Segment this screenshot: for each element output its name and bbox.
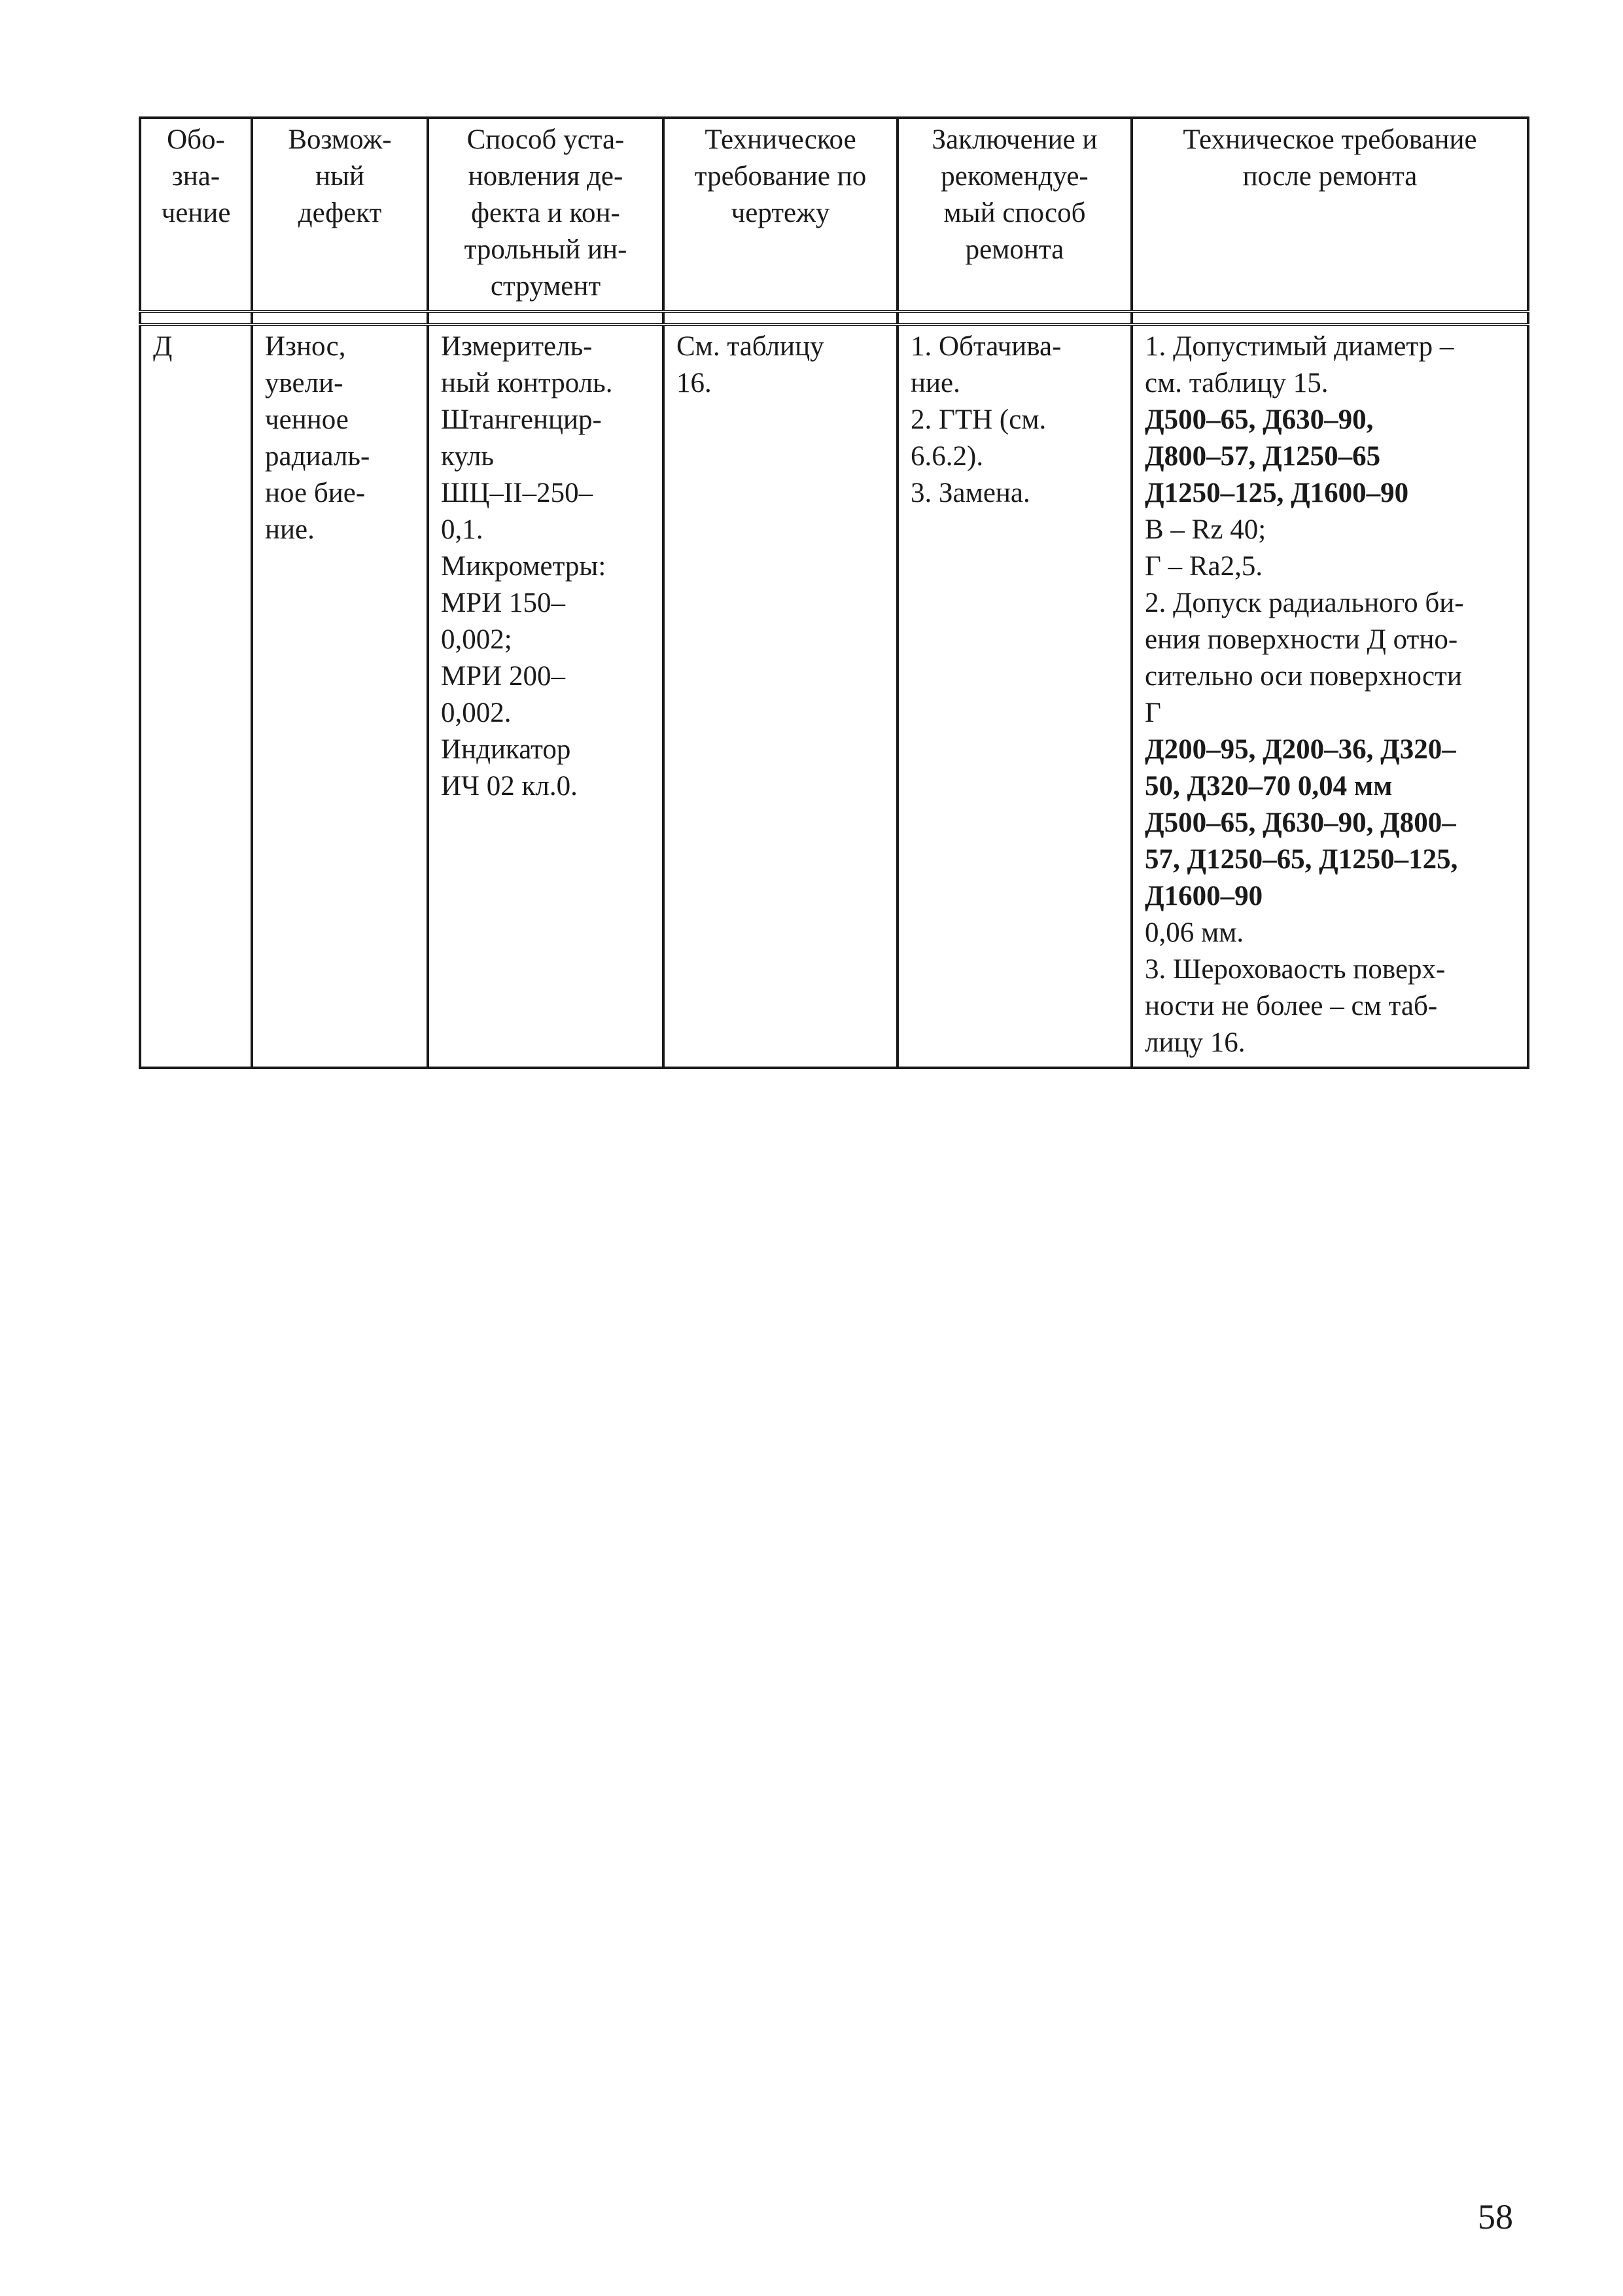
header-drawing-requirement xyxy=(663,118,898,311)
cell-drawing-requirement xyxy=(663,325,898,1068)
cell-line: дефект xyxy=(298,198,382,228)
cell-line: 1. Обтачива- xyxy=(911,331,1062,362)
model-list-line: Д1250–125, Д1600–90 xyxy=(1145,478,1409,508)
cell-line: рекомендуе- xyxy=(941,161,1089,192)
cell-line: МРИ 200– xyxy=(441,661,565,692)
requirement-line: 2. Допуск радиального би- xyxy=(1145,588,1464,618)
header-conclusion xyxy=(898,118,1132,311)
model-list-line: Д500–65, Д630–90, Д800– xyxy=(1145,807,1456,838)
requirement-line: 1. Допустимый диаметр – xyxy=(1145,331,1454,362)
cell-line: Техническое требование xyxy=(1183,124,1477,155)
cell-conclusion xyxy=(898,325,1132,1068)
cell-line: Возмож- xyxy=(288,124,392,155)
cell-line: ный xyxy=(315,161,364,192)
cell-line: увели- xyxy=(265,368,343,398)
requirement-line: ения поверхности Д отно- xyxy=(1145,624,1458,655)
cell-line: См. таблицу xyxy=(676,331,824,362)
cell-line: после ремонта xyxy=(1242,161,1418,192)
cell-line: струмент xyxy=(490,271,601,302)
cell-line: Износ, xyxy=(265,331,346,362)
cell-line: 0,1. xyxy=(441,514,483,545)
requirement-line: ности не более – см таб- xyxy=(1145,991,1438,1021)
cell-line: ремонта xyxy=(965,234,1064,265)
cell-line: ное бие- xyxy=(265,478,366,508)
requirement-line: 0,06 мм. xyxy=(1145,917,1244,948)
page-number: 58 xyxy=(1478,2197,1513,2236)
cell-line: 6.6.2). xyxy=(911,441,984,472)
cell-line: чение xyxy=(161,198,231,228)
cell-defect xyxy=(252,325,428,1068)
requirement-line: В – Rz 40; xyxy=(1145,514,1266,545)
requirement-line: см. таблицу 15. xyxy=(1145,368,1329,398)
header-defect xyxy=(252,118,428,311)
requirement-line: Г – Ra2,5. xyxy=(1145,551,1263,582)
cell-method xyxy=(428,325,663,1068)
cell-line: чертежу xyxy=(731,198,830,228)
cell-line: требование по xyxy=(694,161,867,192)
cell-line: Штангенцир- xyxy=(441,404,602,435)
table-row xyxy=(140,325,1528,1068)
cell-line: 0,002; xyxy=(441,624,512,655)
cell-line: ченное xyxy=(265,404,349,435)
cell-line: МРИ 150– xyxy=(441,588,565,618)
cell-after-repair xyxy=(1132,325,1528,1068)
model-list-line: Д1600–90 xyxy=(1145,881,1263,911)
cell-line: ИЧ 02 кл.0. xyxy=(441,771,578,802)
cell-line: 2. ГТН (см. xyxy=(911,404,1047,435)
cell-line: Измеритель- xyxy=(441,331,593,362)
cell-line: Заключение и xyxy=(932,124,1098,155)
cell-line: радиаль- xyxy=(265,441,370,472)
model-list-line: Д200–95, Д200–36, Д320– xyxy=(1145,734,1456,765)
cell-line: ние. xyxy=(265,514,315,545)
cell-line: новления де- xyxy=(468,161,623,192)
cell-line: 16. xyxy=(676,368,712,398)
cell-line: 3. Замена. xyxy=(911,478,1030,508)
cell-line: Индикатор xyxy=(441,734,571,765)
requirement-line: 3. Шероховаость поверх- xyxy=(1145,954,1446,985)
requirement-line: сительно оси поверхности xyxy=(1145,661,1462,692)
table-header-row xyxy=(140,118,1528,311)
header-after-repair xyxy=(1132,118,1528,311)
header-separator-row xyxy=(140,311,1528,325)
repair-requirements-table xyxy=(139,116,1529,1069)
cell-line: ние. xyxy=(911,368,960,398)
cell-line: мый способ xyxy=(943,198,1086,228)
model-list-line: 50, Д320–70 0,04 мм xyxy=(1145,771,1393,802)
cell-line: трольный ин- xyxy=(464,234,627,265)
cell-line: Техническое xyxy=(705,124,856,155)
cell-line: куль xyxy=(441,441,494,472)
cell-line: Обо- xyxy=(167,124,225,155)
cell-line: ШЦ–II–250– xyxy=(441,478,593,508)
cell-line: 0,002. xyxy=(441,698,512,728)
model-list-line: Д800–57, Д1250–65 xyxy=(1145,441,1381,472)
cell-line: зна- xyxy=(171,161,220,192)
header-method xyxy=(428,118,663,311)
cell-line: фекта и кон- xyxy=(471,198,620,228)
model-list-line: Д500–65, Д630–90, xyxy=(1145,404,1374,435)
cell-line: Д xyxy=(153,331,173,362)
model-list-line: 57, Д1250–65, Д1250–125, xyxy=(1145,844,1458,875)
requirement-line: Г xyxy=(1145,698,1161,728)
header-designation xyxy=(140,118,252,311)
cell-line: ный контроль. xyxy=(441,368,613,398)
requirement-line: лицу 16. xyxy=(1145,1027,1246,1058)
cell-line: Микрометры: xyxy=(441,551,606,582)
cell-designation xyxy=(140,325,252,1068)
cell-line: Способ уста- xyxy=(466,124,625,155)
